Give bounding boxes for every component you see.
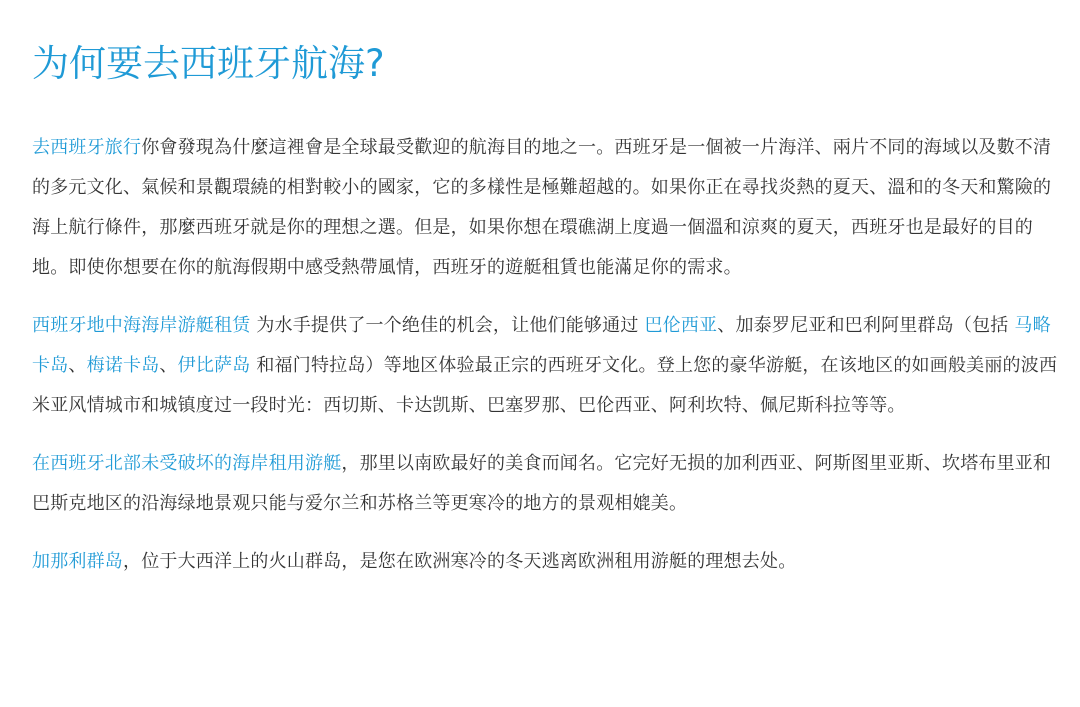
separator: 、	[159, 355, 178, 376]
paragraph-text: 你會發現為什麼這裡會是全球最受歡迎的航海目的地之一。西班牙是一個被一片海洋、兩片不同的海域以及數不清的多元文化、氣候和景觀環繞的相對較小的國家，它的多樣性是極難超越的。如果你正在尋找炎熱的夏天、溫和的冬天和驚險的海上航行條件，那麼西班牙就是你的理想之選。但是，如果你想在環礁湖上度過一個溫和涼爽的夏天，西班牙也是最好的目的地。即使你想要在你的航海假期中感受熱帶風情，西班牙的遊艇租賃也能滿足你的需求。	[32, 137, 1052, 278]
paragraph-text: 、加泰罗尼亚和巴利阿里群岛（包括	[717, 315, 1015, 336]
separator: 、	[68, 355, 87, 376]
paragraph-spain-travel	[32, 128, 1058, 288]
paragraph-canary-islands	[32, 542, 1058, 582]
page-title: 为何要去西班牙航海?	[32, 42, 385, 85]
link-spain-travel[interactable]: 去西班牙旅行	[32, 137, 142, 158]
paragraph-northern-spain	[32, 444, 1058, 524]
link-northern-spain-charter[interactable]: 在西班牙北部未受破坏的海岸租用游艇	[32, 453, 342, 474]
link-valencia[interactable]: 巴伦西亚	[644, 315, 718, 336]
link-mallorca[interactable]: 马略卡岛	[32, 315, 1051, 376]
paragraph-text: ，位于大西洋上的火山群岛，是您在欧洲寒冷的冬天逃离欧洲租用游艇的理想去处。	[123, 551, 797, 572]
link-menorca[interactable]: 梅诺卡岛	[86, 355, 160, 376]
paragraph-mediterranean	[32, 306, 1058, 426]
link-ibiza[interactable]: 伊比萨岛	[177, 355, 251, 376]
paragraph-text: 为水手提供了一个绝佳的机会，让他们能够通过	[250, 315, 645, 336]
paragraph-text: 和福门特拉岛）等地区体验最正宗的西班牙文化。登上您的豪华游艇，在该地区的如画般美丽的波西米亚风情城市和城镇度过一段时光：西切斯、卡达凯斯、巴塞罗那、巴伦西亚、阿利坎特、佩尼斯科拉等等。	[32, 355, 1058, 416]
link-mediterranean-yacht-charter[interactable]: 西班牙地中海海岸游艇租赁	[32, 315, 251, 336]
article-body	[32, 128, 1058, 582]
link-canary-islands[interactable]: 加那利群岛	[32, 551, 123, 572]
paragraph-text: ，那里以南欧最好的美食而闻名。它完好无损的加利西亚、阿斯图里亚斯、坎塔布里亚和巴斯克地区的沿海绿地景观只能与爱尔兰和苏格兰等更寒冷的地方的景观相媲美。	[32, 453, 1052, 514]
